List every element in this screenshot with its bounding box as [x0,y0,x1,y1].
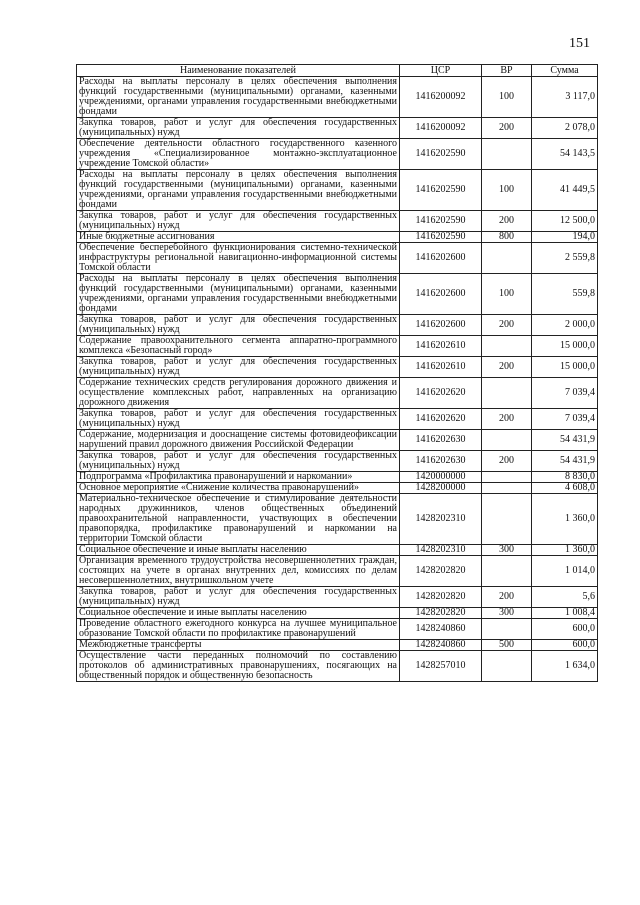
cell-name: Расходы на выплаты персоналу в целях обеспечения выполнения функций государственными (муниципальными) органами, казенными учреждениями, органами управления государственными внебюджетными фондами [77,77,400,118]
cell-csr: 1416200092 [400,118,482,139]
cell-sum: 54 431,9 [532,430,598,451]
cell-vr: 200 [482,587,532,608]
table-row [77,170,598,211]
cell-sum: 7 039,4 [532,409,598,430]
cell-vr: 200 [482,118,532,139]
cell-sum: 1 360,0 [532,494,598,545]
cell-vr: 100 [482,170,532,211]
cell-vr: 500 [482,640,532,651]
cell-vr: 200 [482,357,532,378]
cell-csr: 1428202310 [400,545,482,556]
table-row [77,430,598,451]
table-row [77,357,598,378]
cell-name: Проведение областного ежегодного конкурса на лучшее муниципальное образование Томской области по профилактике правонарушений [77,619,400,640]
cell-csr: 1428202820 [400,587,482,608]
cell-vr: 800 [482,232,532,243]
cell-sum: 1 014,0 [532,556,598,587]
cell-csr: 1428202820 [400,608,482,619]
cell-csr: 1416202600 [400,315,482,336]
header-name: Наименование показателей [77,65,400,77]
cell-name: Содержание правоохранительного сегмента аппаратно-программного комплекса «Безопасный город» [77,336,400,357]
cell-vr [482,139,532,170]
cell-csr: 1416202610 [400,336,482,357]
cell-csr: 1416202590 [400,211,482,232]
table-row [77,451,598,472]
cell-csr: 1416200092 [400,77,482,118]
cell-name: Осуществление части переданных полномочий по составлению протоколов об административных правонарушениях, посягающих на общественный порядок и общественную безопасность [77,651,400,682]
cell-vr [482,483,532,494]
table-header-row [77,65,598,77]
table-row [77,336,598,357]
table-row [77,545,598,556]
cell-name: Межбюджетные трансферты [77,640,400,651]
table-row [77,232,598,243]
cell-sum: 15 000,0 [532,336,598,357]
cell-vr [482,651,532,682]
cell-csr: 1416202630 [400,451,482,472]
cell-csr: 1428240860 [400,640,482,651]
cell-csr: 1416202590 [400,232,482,243]
table-row [77,274,598,315]
cell-vr: 300 [482,608,532,619]
cell-vr [482,494,532,545]
table-row [77,315,598,336]
cell-sum: 3 117,0 [532,77,598,118]
cell-name: Обеспечение бесперебойного функционирования системно-технической инфраструктуры региональной навигационно-информационной системы Томской области [77,243,400,274]
cell-vr [482,619,532,640]
cell-vr [482,472,532,483]
cell-sum: 15 000,0 [532,357,598,378]
cell-name: Основное мероприятие «Снижение количества правонарушений» [77,483,400,494]
cell-csr: 1428240860 [400,619,482,640]
cell-sum: 600,0 [532,640,598,651]
table-row [77,378,598,409]
cell-name: Организация временного трудоустройства несовершеннолетних граждан, состоящих на учете в органах внутренних дел, комиссиях по делам несовершеннолетних, внутришкольном учете [77,556,400,587]
table-row [77,651,598,682]
budget-table [76,64,598,682]
cell-vr [482,378,532,409]
cell-csr: 1428202820 [400,556,482,587]
cell-sum: 2 078,0 [532,118,598,139]
cell-sum: 8 830,0 [532,472,598,483]
table-row [77,494,598,545]
page-number: 151 [569,36,590,51]
cell-sum: 12 500,0 [532,211,598,232]
cell-sum: 2 559,8 [532,243,598,274]
header-sum: Сумма [532,65,598,77]
cell-name: Закупка товаров, работ и услуг для обеспечения государственных (муниципальных) нужд [77,451,400,472]
cell-csr: 1420000000 [400,472,482,483]
cell-sum: 41 449,5 [532,170,598,211]
cell-csr: 1428202310 [400,494,482,545]
cell-name: Социальное обеспечение и иные выплаты населению [77,608,400,619]
table-row [77,77,598,118]
cell-vr: 100 [482,274,532,315]
table-row [77,118,598,139]
cell-name: Расходы на выплаты персоналу в целях обеспечения выполнения функций государственными (муниципальными) органами, казенными учреждениями, органами управления государственными внебюджетными фондами [77,170,400,211]
cell-vr [482,336,532,357]
cell-sum: 559,8 [532,274,598,315]
cell-name: Расходы на выплаты персоналу в целях обеспечения выполнения функций государственными (муниципальными) органами, казенными учреждениями, органами управления государственными внебюджетными фондами [77,274,400,315]
table-row [77,640,598,651]
cell-name: Закупка товаров, работ и услуг для обеспечения государственных (муниципальных) нужд [77,315,400,336]
table-row [77,619,598,640]
cell-name: Закупка товаров, работ и услуг для обеспечения государственных (муниципальных) нужд [77,409,400,430]
cell-csr: 1416202620 [400,378,482,409]
cell-sum: 194,0 [532,232,598,243]
table-row [77,139,598,170]
cell-sum: 2 000,0 [532,315,598,336]
table-row [77,409,598,430]
cell-csr: 1416202620 [400,409,482,430]
cell-name: Содержание, модернизация и дооснащение системы фотовидеофиксации нарушений правил дорожного движения Российской Федерации [77,430,400,451]
cell-vr: 200 [482,451,532,472]
cell-vr: 100 [482,77,532,118]
cell-csr: 1416202600 [400,243,482,274]
table-row [77,211,598,232]
table-row [77,587,598,608]
table-body [77,77,598,682]
cell-sum: 1 360,0 [532,545,598,556]
cell-name: Материально-техническое обеспечение и стимулирование деятельности народных дружинников, членов общественных объединений правоохранительной направленности, участвующих в обеспечении правопорядка, профилактике правонарушений и наркомании на территории Томской области [77,494,400,545]
cell-vr: 200 [482,315,532,336]
cell-vr: 200 [482,409,532,430]
header-vr: ВР [482,65,532,77]
cell-vr [482,243,532,274]
cell-name: Социальное обеспечение и иные выплаты населению [77,545,400,556]
cell-name: Закупка товаров, работ и услуг для обеспечения государственных (муниципальных) нужд [77,587,400,608]
cell-csr: 1416202590 [400,139,482,170]
cell-name: Содержание технических средств регулирования дорожного движения и осуществление комплексных работ, направленных на организацию дорожного движения [77,378,400,409]
cell-sum: 54 431,9 [532,451,598,472]
cell-vr [482,556,532,587]
cell-name: Закупка товаров, работ и услуг для обеспечения государственных (муниципальных) нужд [77,118,400,139]
cell-sum: 5,6 [532,587,598,608]
cell-csr: 1428257010 [400,651,482,682]
cell-vr: 300 [482,545,532,556]
cell-name: Закупка товаров, работ и услуг для обеспечения государственных (муниципальных) нужд [77,357,400,378]
cell-csr: 1428200000 [400,483,482,494]
table-row [77,243,598,274]
cell-vr [482,430,532,451]
table-row [77,472,598,483]
cell-sum: 1 008,4 [532,608,598,619]
cell-csr: 1416202610 [400,357,482,378]
cell-sum: 7 039,4 [532,378,598,409]
cell-csr: 1416202590 [400,170,482,211]
cell-csr: 1416202600 [400,274,482,315]
cell-name: Закупка товаров, работ и услуг для обеспечения государственных (муниципальных) нужд [77,211,400,232]
cell-sum: 4 608,0 [532,483,598,494]
cell-sum: 1 634,0 [532,651,598,682]
cell-sum: 54 143,5 [532,139,598,170]
cell-name: Обеспечение деятельности областного государственного казенного учреждения «Специализированное монтажно-эксплуатационное учреждение Томской области» [77,139,400,170]
table-row [77,483,598,494]
cell-csr: 1416202630 [400,430,482,451]
cell-name: Иные бюджетные ассигнования [77,232,400,243]
table-row [77,556,598,587]
cell-sum: 600,0 [532,619,598,640]
cell-vr: 200 [482,211,532,232]
header-csr: ЦСР [400,65,482,77]
cell-name: Подпрограмма «Профилактика правонарушений и наркомании» [77,472,400,483]
table-row [77,608,598,619]
